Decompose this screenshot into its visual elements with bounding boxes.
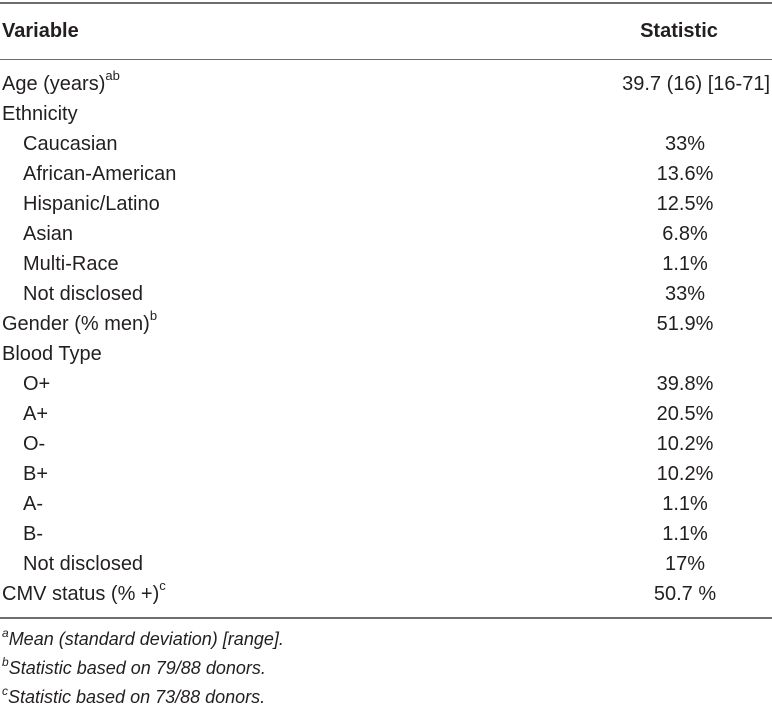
table-row <box>0 189 772 219</box>
table-row <box>0 489 772 519</box>
table-row <box>0 399 772 429</box>
table-row <box>0 549 772 579</box>
row-value: 1.1% <box>662 253 708 275</box>
row-value: 39.8% <box>656 373 714 395</box>
row-value: 1.1% <box>662 493 708 515</box>
row-value: 1.1% <box>662 523 708 545</box>
row-value: 39.7 (16) [16-71] <box>622 73 770 95</box>
row-label: Multi-Race <box>23 253 119 275</box>
row-label: A- <box>23 493 43 515</box>
row-label: Not disclosed <box>23 283 144 305</box>
footnote-mark: a <box>2 625 9 640</box>
table-footnotes <box>0 619 772 712</box>
footnote: $^a$Mean (standard deviation) [range]. <box>2 625 284 649</box>
table-header-row <box>0 4 772 59</box>
row-value: 33% <box>664 283 706 305</box>
row-label: Age (years)$^{ab}$ <box>2 68 120 95</box>
table-row <box>0 249 772 279</box>
row-label: Not disclosed <box>23 553 144 575</box>
row-label: Caucasian <box>23 133 118 155</box>
row-label: O+ <box>23 373 51 395</box>
row-label: A+ <box>23 403 49 425</box>
row-label: African-American <box>23 163 177 185</box>
row-label: Asian <box>23 223 74 245</box>
table-row <box>0 129 772 159</box>
footnote: $^c$Statistic based on 73/88 donors. <box>2 683 266 707</box>
table-row <box>0 159 772 189</box>
table-row <box>0 279 772 309</box>
table-body <box>0 60 772 617</box>
row-value: 10.2% <box>656 433 714 455</box>
row-value: 50.7 % <box>653 583 717 605</box>
row-label: Blood Type <box>2 343 102 365</box>
row-value: 13.6% <box>656 163 714 185</box>
row-value: 20.5% <box>656 403 714 425</box>
row-label: O- <box>23 433 46 455</box>
footnote-mark: b <box>149 308 158 324</box>
table-row <box>0 69 772 99</box>
row-value: 6.8% <box>662 223 708 245</box>
table-row <box>0 99 772 129</box>
footnote: $^b$Statistic based on 79/88 donors. <box>2 654 266 678</box>
table-row <box>0 309 772 339</box>
table-row <box>0 369 772 399</box>
row-value: 17% <box>664 553 706 575</box>
table-row <box>0 459 772 489</box>
column-header-variable: Variable <box>2 19 79 42</box>
row-label: B+ <box>23 463 49 485</box>
table-row <box>0 579 772 609</box>
row-label: Ethnicity <box>2 103 78 125</box>
table-row <box>0 339 772 369</box>
row-value: 51.9% <box>656 313 714 335</box>
footnote-mark: b <box>2 654 9 669</box>
column-header-statistic: Statistic <box>640 19 718 42</box>
footnote-mark: ab <box>105 68 120 84</box>
row-label: Gender (% men)$^b$ <box>2 308 158 335</box>
table-row <box>0 519 772 549</box>
row-value: 33% <box>664 133 706 155</box>
table-row <box>0 429 772 459</box>
footnote-mark: c <box>159 578 166 594</box>
row-label: Hispanic/Latino <box>23 193 160 215</box>
row-label: CMV status (% +)$^c$ <box>2 578 166 605</box>
row-value: 10.2% <box>656 463 714 485</box>
table-row <box>0 219 772 249</box>
row-label: B- <box>23 523 43 545</box>
footnote-mark: c <box>2 683 8 698</box>
row-value: 12.5% <box>656 193 714 215</box>
